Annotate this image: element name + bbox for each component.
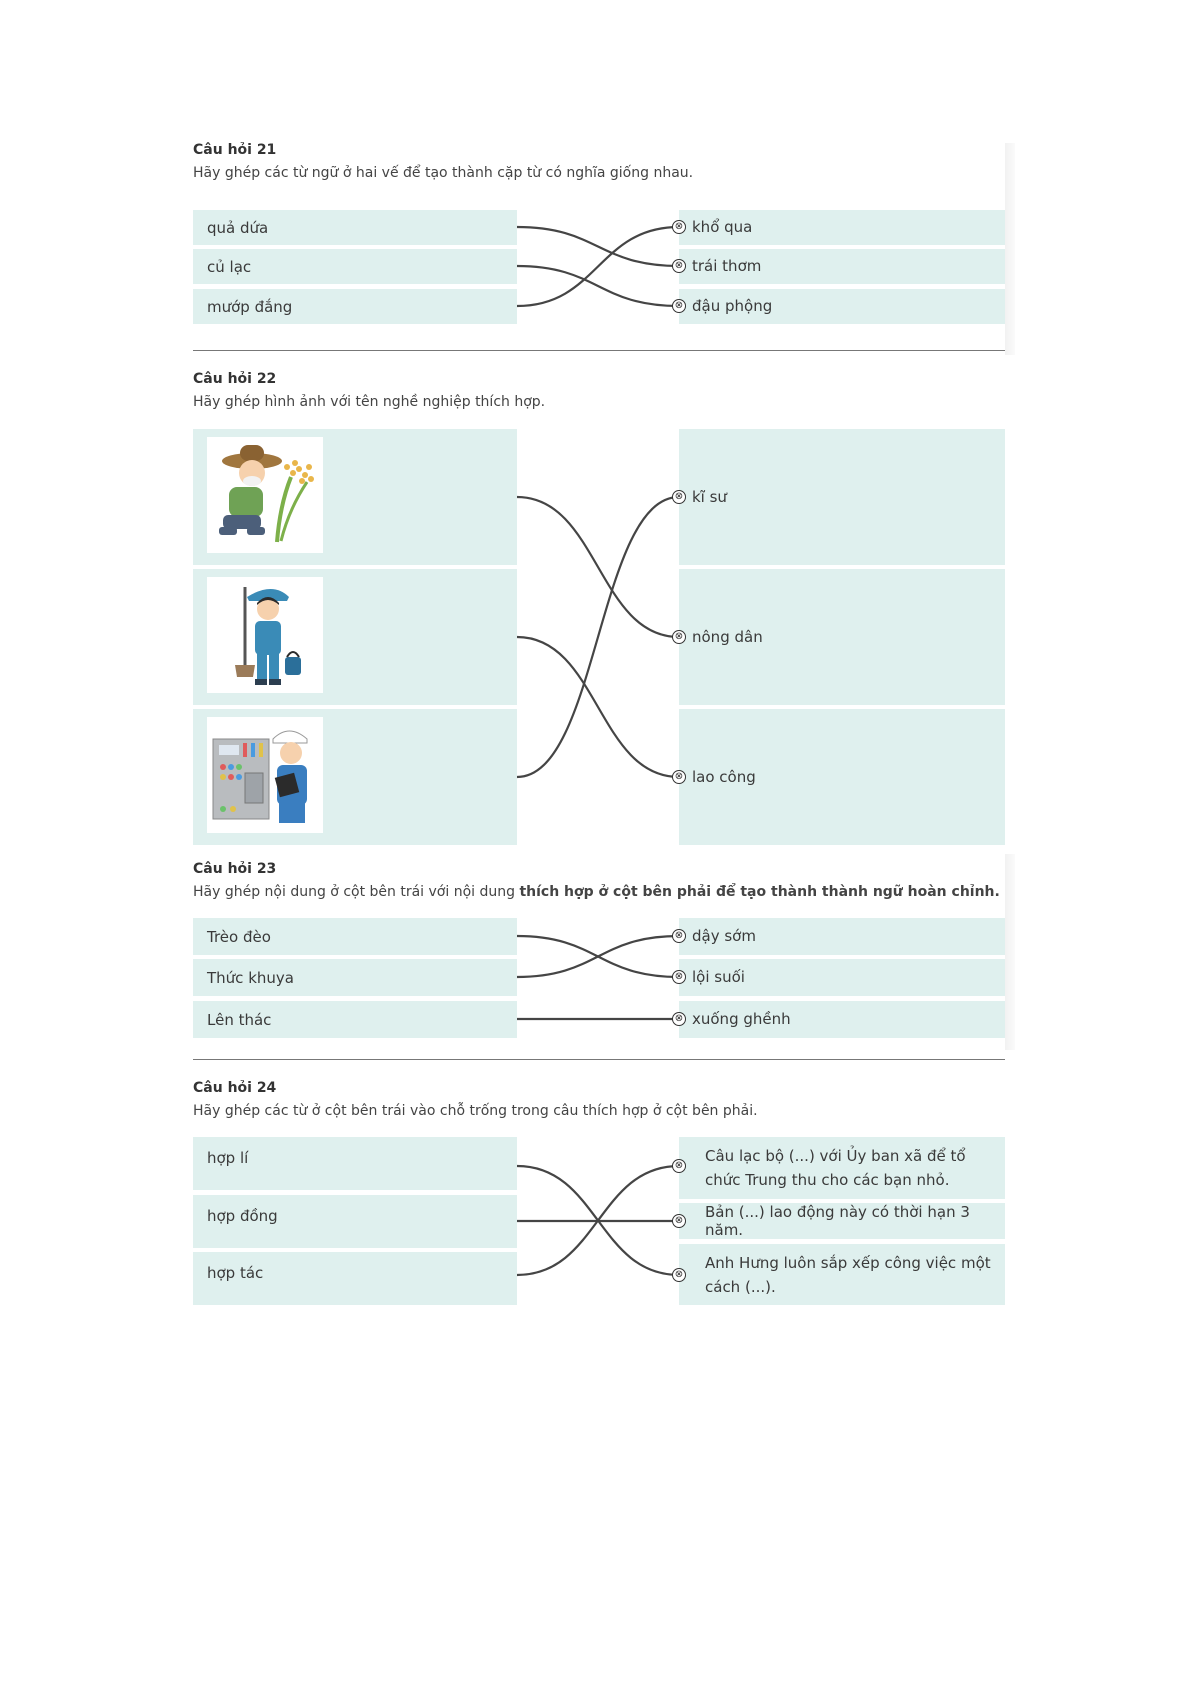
right-option-label: đậu phộng	[692, 297, 773, 315]
question-23	[193, 859, 1005, 1029]
right-option-label: xuống ghềnh	[692, 1010, 791, 1028]
question-instruction: Hãy ghép các từ ngữ ở hai vế để tạo thành cặp từ có nghĩa giống nhau.	[193, 165, 694, 181]
right-option-label: lội suối	[692, 968, 745, 986]
matching-board	[193, 918, 1005, 1038]
left-option[interactable]: Trèo đèo	[193, 918, 517, 955]
connector-lines	[193, 918, 1005, 1038]
right-option[interactable]: Anh Hưng luôn sắp xếp công việc một cách (...).	[679, 1244, 1005, 1305]
divider	[193, 1059, 1005, 1060]
connector-line	[517, 497, 679, 777]
matching-board	[193, 210, 1005, 330]
connector-line	[517, 227, 679, 266]
connector-lines	[193, 210, 1005, 330]
left-option[interactable]: hợp lí	[193, 1137, 517, 1190]
remove-link-icon[interactable]: ⊗	[672, 1159, 686, 1173]
right-option-label: dậy sớm	[692, 927, 756, 945]
right-option-label: lao công	[692, 768, 756, 786]
remove-link-icon[interactable]: ⊗	[672, 1012, 686, 1026]
left-option[interactable]: hợp tác	[193, 1252, 517, 1305]
left-option[interactable]: mướp đắng	[193, 289, 517, 324]
question-instruction: Hãy ghép các từ ở cột bên trái vào chỗ trống trong câu thích hợp ở cột bên phải.	[193, 1103, 758, 1119]
remove-link-icon[interactable]: ⊗	[672, 630, 686, 644]
question-instruction: Hãy ghép nội dung ở cột bên trái với nội dung thích hợp ở cột bên phải để tạo thành thành ngữ hoàn chỉnh.	[193, 884, 1000, 900]
connector-line	[517, 497, 679, 637]
remove-link-icon[interactable]: ⊗	[672, 929, 686, 943]
connector-line	[517, 266, 679, 306]
matching-board	[193, 429, 1005, 849]
right-option[interactable]: Câu lạc bộ (...) với Ủy ban xã để tổ chức Trung thu cho các bạn nhỏ.	[679, 1137, 1005, 1199]
right-option-label: kĩ sư	[692, 488, 727, 506]
remove-link-icon[interactable]: ⊗	[672, 490, 686, 504]
question-title: Câu hỏi 22	[193, 371, 277, 387]
panel-shadow	[1005, 143, 1015, 355]
question-title: Câu hỏi 24	[193, 1080, 277, 1096]
remove-link-icon[interactable]: ⊗	[672, 259, 686, 273]
question-22	[193, 369, 1005, 786]
right-option-label: nông dân	[692, 628, 763, 646]
remove-link-icon[interactable]: ⊗	[672, 220, 686, 234]
right-option-label: trái thơm	[692, 257, 762, 275]
left-option[interactable]: quả dứa	[193, 210, 517, 245]
connector-lines	[193, 429, 1005, 849]
remove-link-icon[interactable]: ⊗	[672, 770, 686, 784]
question-24	[193, 1078, 1005, 1296]
question-21	[193, 140, 1005, 316]
left-option[interactable]: Thức khuya	[193, 959, 517, 996]
divider	[193, 350, 1005, 351]
remove-link-icon[interactable]: ⊗	[672, 299, 686, 313]
left-option[interactable]: hợp đồng	[193, 1195, 517, 1248]
left-option[interactable]: Lên thác	[193, 1001, 517, 1038]
question-instruction: Hãy ghép hình ảnh với tên nghề nghiệp thích hợp.	[193, 394, 546, 410]
connector-lines	[193, 1137, 1005, 1307]
right-option[interactable]: Bản (...) lao động này có thời hạn 3 năm.	[679, 1203, 1005, 1239]
remove-link-icon[interactable]: ⊗	[672, 1214, 686, 1228]
question-title: Câu hỏi 21	[193, 142, 277, 158]
remove-link-icon[interactable]: ⊗	[672, 970, 686, 984]
panel-shadow	[1005, 854, 1015, 1050]
matching-board	[193, 1137, 1005, 1307]
connector-line	[517, 936, 679, 977]
remove-link-icon[interactable]: ⊗	[672, 1268, 686, 1282]
connector-line	[517, 637, 679, 777]
left-option[interactable]: củ lạc	[193, 249, 517, 284]
question-title: Câu hỏi 23	[193, 861, 277, 877]
right-option-label: khổ qua	[692, 218, 753, 236]
